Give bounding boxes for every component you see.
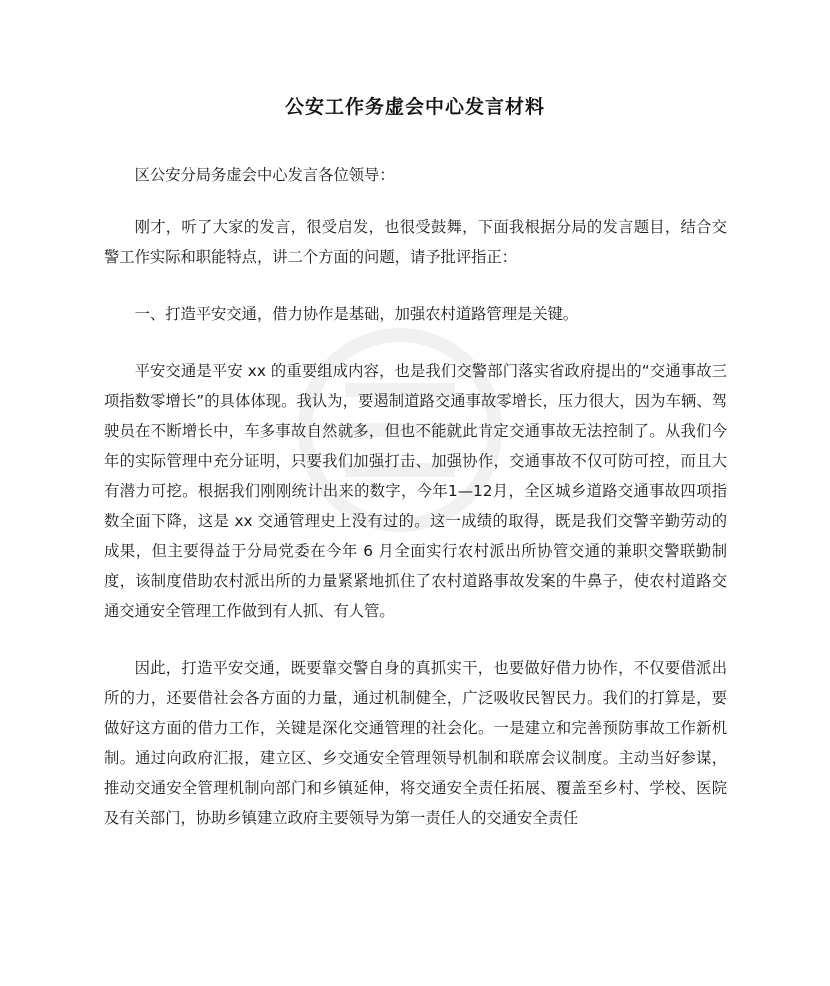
- intro-paragraph: 刚才，听了大家的发言，很受启发，也很受鼓舞，下面我根据分局的发言题目，结合交警工作实际和职能特点，讲二个方面的问题，请予批评指正：: [104, 218, 727, 266]
- greeting-paragraph: 区公安分局务虚会中心发言各位领导：: [134, 166, 395, 184]
- document-title: 公安工作务虚会中心发言材料: [284, 96, 545, 118]
- body-paragraph: 因此，打造平安交通，既要靠交警自身的真抓实干，也要做好借力协作，不仅要借派出所的力，还要借社会各方面的力量，通过机制健全，广泛吸收民智民力。我们的打算是，要做好这方面的借力工作，关键是深化交通管理的社会化。一是建立和完善预防事故工作新机制。通过向政府汇报，建立区、乡交通安全管理领导机制和联席会议制度。主动当好参谋，推动交通安全管理机制向部门和乡镇延伸，将交通安全责任拓展、覆盖至乡村、学校、医院及有关部门，协助乡镇建立政府主要领导为第一责任人的交通安全责任: [104, 659, 727, 827]
- document-body: [104, 160, 727, 860]
- section-heading-1: 一、打造平安交通，借力协作是基础，加强农村道路管理是关键。: [134, 305, 579, 323]
- body-paragraph: 平安交通是平安 xx 的重要组成内容，也是我们交警部门落实省政府提出的“交通事故三项指数零增长”的具体体现。我认为，要遏制道路交通事故零增长，压力很大，因为车辆、驾驶员在不断增长中，车多事故自然就多，但也不能就此肯定交通事故无法控制了。从我们今年的实际管理中充分证明，只要我们加强打击、加强协作，交通事故不仅可防可控，而且大有潜力可挖。根据我们刚刚统计出来的数字，今年1—12月，全区城乡道路交通事故四项指数全面下降，这是 xx 交通管理史上没有过的。这一成绩的取得，既是我们交警辛勤劳动的成果，但主要得益于分局党委在今年 6 月全面实行农村派出所协管交通的兼职交警联勤制度，该制度借助农村派出所的力量紧紧地抓住了农村道路事故发案的牛鼻子，使农村道路交通交通安全管理工作做到有人抓、有人管。: [104, 362, 727, 620]
